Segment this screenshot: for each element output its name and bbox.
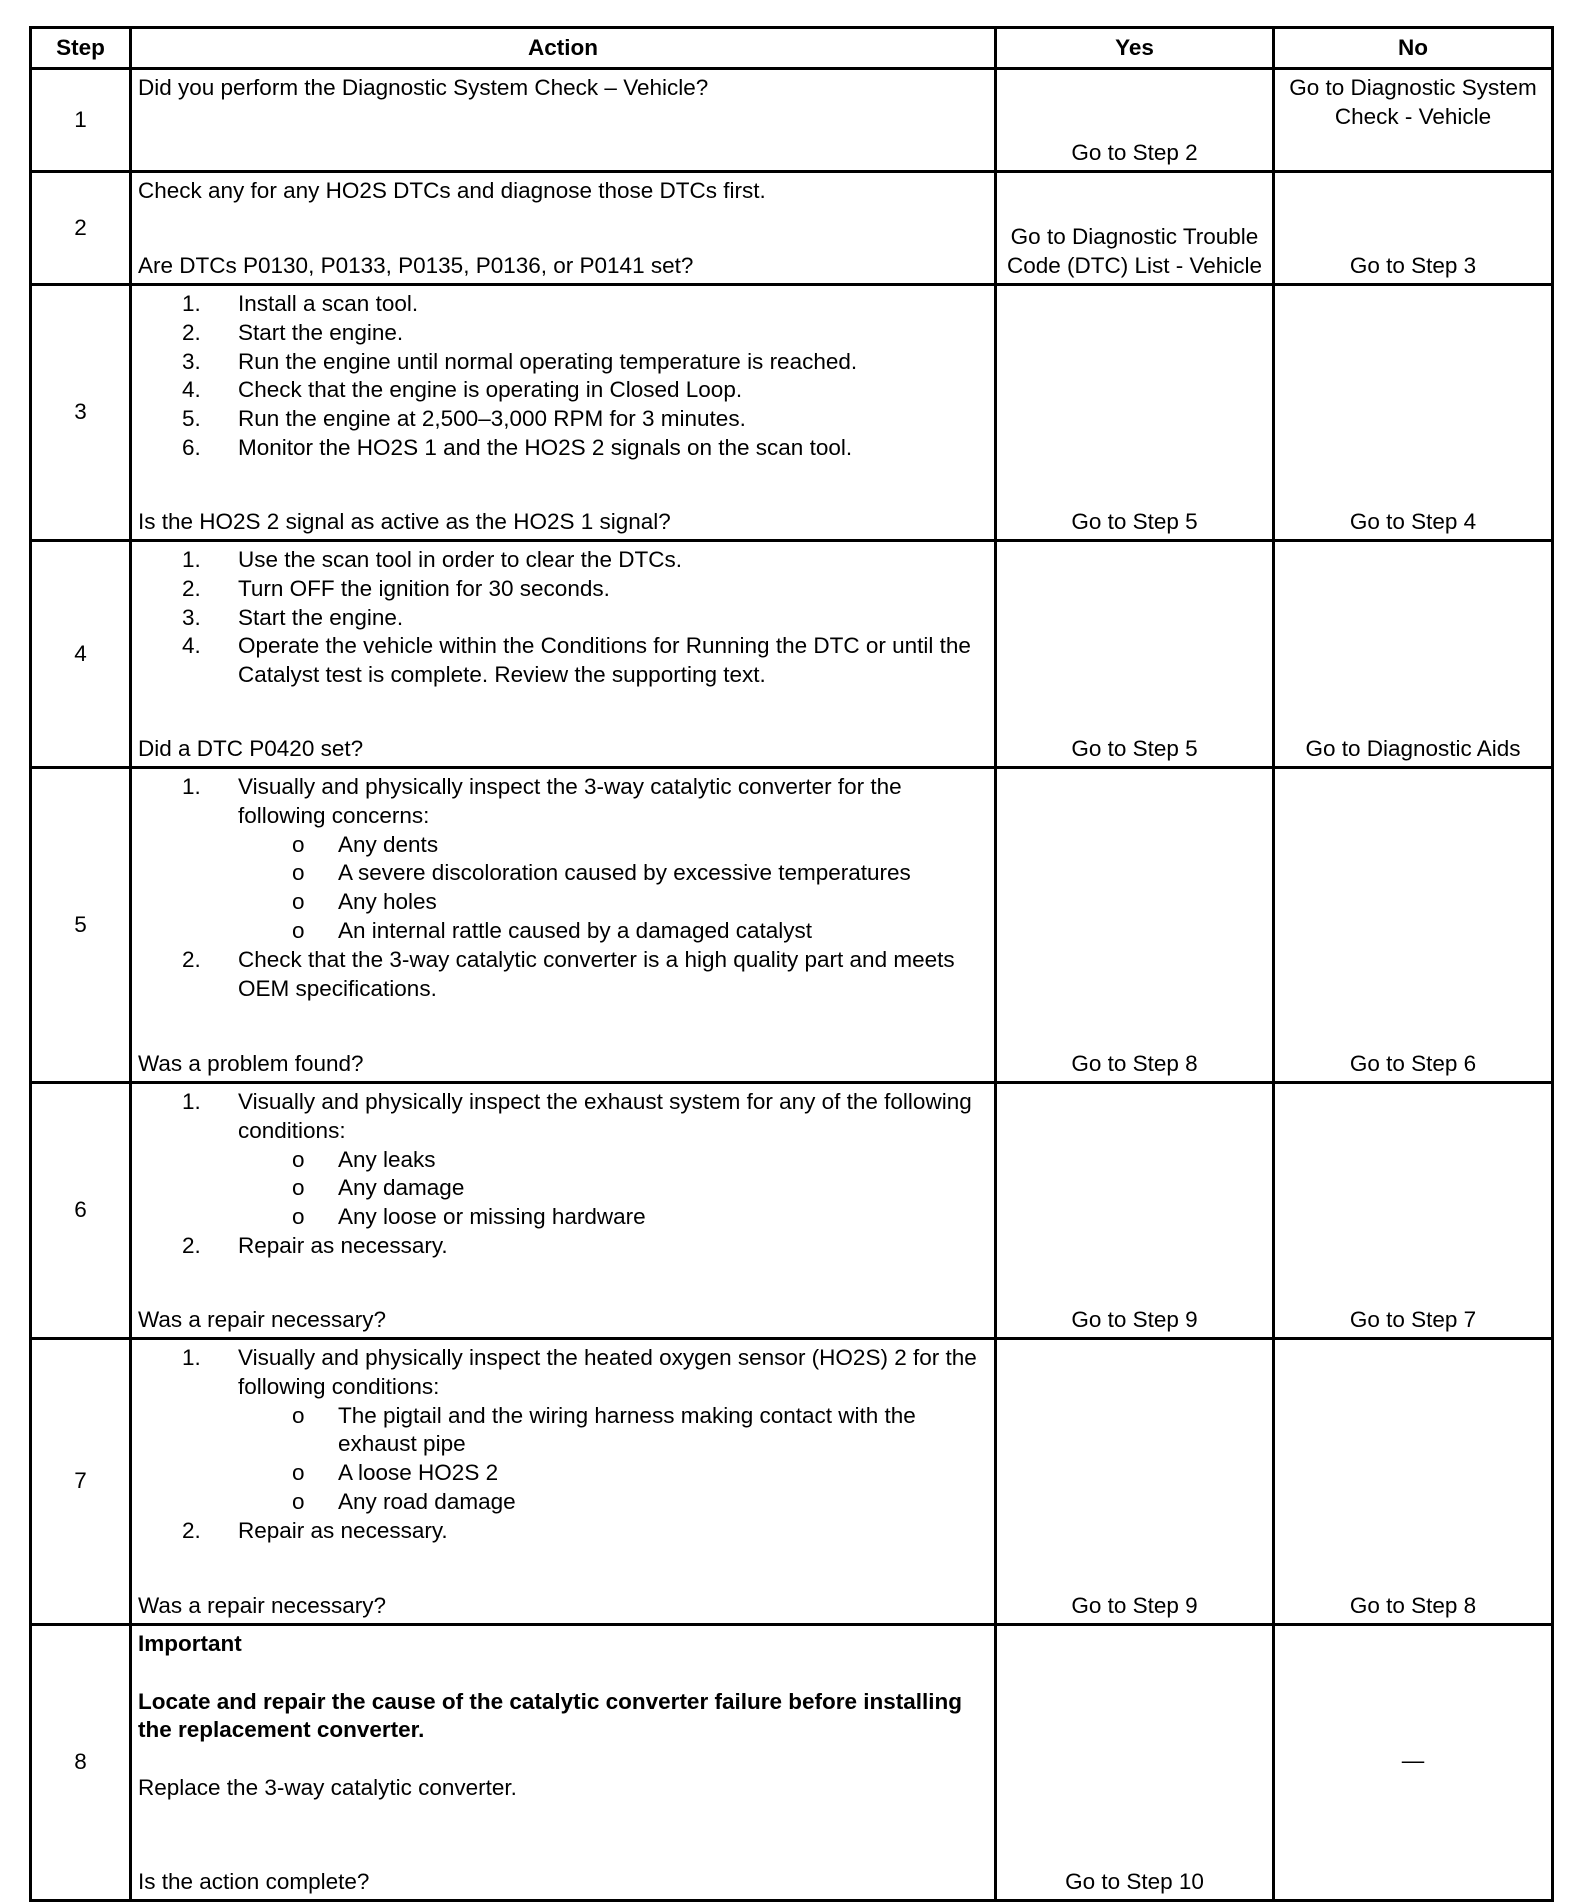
item-text: Check that the engine is operating in Closed Loop. bbox=[238, 377, 743, 403]
header-no: No bbox=[1274, 28, 1553, 69]
numbered-item bbox=[138, 1344, 988, 1402]
item-text: Operate the vehicle within the Conditions for Running the DTC or until the Catalyst test is complete. Review the supporting text. bbox=[238, 633, 971, 688]
item-text: Visually and physically inspect the exhaust system for any of the following conditions: bbox=[238, 1089, 972, 1143]
item-number: 2. bbox=[182, 319, 201, 345]
item-number: 2. bbox=[182, 946, 201, 972]
item-text: Any loose or missing hardware bbox=[338, 1204, 646, 1230]
action-body bbox=[138, 1344, 988, 1546]
action-content bbox=[138, 773, 988, 1079]
bullet-item bbox=[138, 1488, 988, 1517]
yes-cell: Go to Step 9 bbox=[996, 1083, 1274, 1339]
bullet-item bbox=[138, 917, 988, 946]
action-text: Replace the 3-way catalytic converter. bbox=[138, 1774, 517, 1800]
bullet-item bbox=[138, 1459, 988, 1488]
item-text: Any dents bbox=[338, 831, 439, 857]
action-content bbox=[138, 1630, 988, 1897]
header-row bbox=[31, 28, 1553, 69]
item-number: 2. bbox=[182, 1232, 201, 1258]
numbered-item bbox=[138, 773, 988, 831]
action-cell bbox=[131, 1083, 996, 1339]
numbered-item bbox=[138, 946, 988, 1004]
item-text: Repair as necessary. bbox=[238, 1232, 448, 1258]
table-row bbox=[31, 69, 1553, 172]
item-number: 3. bbox=[182, 348, 201, 374]
bullet-marker: o bbox=[292, 917, 305, 943]
action-body bbox=[138, 74, 988, 103]
diagnostic-table bbox=[29, 26, 1554, 1902]
step-number: 4 bbox=[31, 541, 131, 768]
item-text: Install a scan tool. bbox=[238, 291, 419, 316]
item-number: 5. bbox=[182, 406, 201, 432]
yes-cell: Go to Step 2 bbox=[996, 69, 1274, 172]
no-cell: Go to Step 7 bbox=[1274, 1083, 1553, 1339]
item-number: 2. bbox=[182, 1517, 201, 1543]
item-number: 6. bbox=[182, 434, 201, 460]
step-number: 5 bbox=[31, 768, 131, 1083]
item-text: Any damage bbox=[338, 1175, 465, 1201]
item-text: Run the engine until normal operating temperature is reached. bbox=[238, 348, 858, 374]
step-number: 7 bbox=[31, 1339, 131, 1625]
action-body bbox=[138, 1088, 988, 1261]
item-text: Any holes bbox=[338, 889, 437, 915]
bullet-item bbox=[138, 1402, 988, 1460]
action-question: Did a DTC P0420 set? bbox=[138, 736, 364, 762]
bullet-item bbox=[138, 1203, 988, 1232]
item-text: An internal rattle caused by a damaged catalyst bbox=[338, 917, 813, 943]
action-cell bbox=[131, 285, 996, 541]
item-text: Repair as necessary. bbox=[238, 1517, 448, 1543]
step-number: 2 bbox=[31, 172, 131, 285]
action-content bbox=[138, 74, 988, 168]
action-cell bbox=[131, 541, 996, 768]
no-cell: Go to Step 3 bbox=[1274, 172, 1553, 285]
yes-cell: Go to Step 5 bbox=[996, 285, 1274, 541]
item-number: 4. bbox=[182, 377, 201, 403]
action-body bbox=[138, 773, 988, 1003]
bullet-marker: o bbox=[292, 1402, 305, 1428]
bullet-marker: o bbox=[292, 889, 305, 915]
important-text: Important bbox=[138, 1631, 242, 1656]
action-content bbox=[138, 1088, 988, 1335]
bullet-marker: o bbox=[292, 860, 305, 886]
no-cell: Go to Step 6 bbox=[1274, 768, 1553, 1083]
action-body bbox=[138, 290, 988, 463]
step-number: 6 bbox=[31, 1083, 131, 1339]
no-cell: Go to Diagnostic System Check - Vehicle bbox=[1274, 69, 1553, 172]
step-number: 8 bbox=[31, 1625, 131, 1901]
action-body bbox=[138, 546, 988, 690]
item-text: Monitor the HO2S 1 and the HO2S 2 signals on the scan tool. bbox=[238, 434, 853, 460]
action-question: Was a repair necessary? bbox=[138, 1593, 387, 1619]
item-text: Run the engine at 2,500–3,000 RPM for 3 minutes. bbox=[238, 406, 746, 432]
bullet-item bbox=[138, 859, 988, 888]
action-cell bbox=[131, 69, 996, 172]
numbered-item bbox=[138, 348, 988, 377]
item-text: A loose HO2S 2 bbox=[338, 1460, 499, 1486]
yes-cell: Go to Step 9 bbox=[996, 1339, 1274, 1625]
table-row bbox=[31, 541, 1553, 768]
numbered-item bbox=[138, 604, 988, 633]
item-text: Start the engine. bbox=[238, 319, 404, 345]
item-number: 1. bbox=[182, 1345, 201, 1370]
important-text: Locate and repair the cause of the catalytic converter failure before installing the replacement converter. bbox=[138, 1688, 962, 1743]
numbered-item bbox=[138, 290, 988, 319]
action-question: Is the action complete? bbox=[138, 1869, 370, 1895]
action-content bbox=[138, 1344, 988, 1621]
yes-cell: Go to Step 5 bbox=[996, 541, 1274, 768]
action-content bbox=[138, 177, 988, 281]
item-text: The pigtail and the wiring harness making contact with the exhaust pipe bbox=[338, 1402, 916, 1457]
numbered-item bbox=[138, 434, 988, 463]
bullet-marker: o bbox=[292, 831, 305, 857]
item-text: Visually and physically inspect the 3-way catalytic converter for the following concerns: bbox=[238, 774, 902, 828]
table-row bbox=[31, 172, 1553, 285]
item-number: 2. bbox=[182, 575, 201, 601]
item-text: A severe discoloration caused by excessive temperatures bbox=[338, 860, 911, 886]
spacer bbox=[138, 1659, 988, 1688]
item-number: 1. bbox=[182, 774, 201, 799]
item-number: 1. bbox=[182, 547, 201, 572]
table-body bbox=[31, 69, 1553, 1901]
item-number: 4. bbox=[182, 633, 201, 659]
no-cell: Go to Diagnostic Aids bbox=[1274, 541, 1553, 768]
bullet-marker: o bbox=[292, 1146, 305, 1172]
action-cell bbox=[131, 172, 996, 285]
action-cell bbox=[131, 768, 996, 1083]
yes-cell: Go to Step 10 bbox=[996, 1625, 1274, 1901]
numbered-item bbox=[138, 1517, 988, 1546]
action-content bbox=[138, 546, 988, 764]
yes-cell: Go to Step 8 bbox=[996, 768, 1274, 1083]
action-question: Was a problem found? bbox=[138, 1051, 364, 1077]
item-number: 3. bbox=[182, 604, 201, 630]
action-question: Are DTCs P0130, P0133, P0135, P0136, or P0141 set? bbox=[138, 253, 694, 279]
item-text: Turn OFF the ignition for 30 seconds. bbox=[238, 575, 610, 601]
item-text: Any road damage bbox=[338, 1488, 516, 1514]
item-number: 1. bbox=[182, 291, 201, 316]
bullet-item bbox=[138, 888, 988, 917]
step-number: 3 bbox=[31, 285, 131, 541]
numbered-item bbox=[138, 1088, 988, 1146]
numbered-item bbox=[138, 405, 988, 434]
numbered-item bbox=[138, 1232, 988, 1261]
table-row bbox=[31, 1083, 1553, 1339]
header-step: Step bbox=[31, 28, 131, 69]
action-body bbox=[138, 1630, 988, 1803]
bullet-marker: o bbox=[292, 1204, 305, 1230]
table-row bbox=[31, 285, 1553, 541]
bullet-marker: o bbox=[292, 1460, 305, 1486]
item-number: 1. bbox=[182, 1089, 201, 1114]
action-question: Is the HO2S 2 signal as active as the HO2S 1 signal? bbox=[138, 509, 671, 535]
action-text: Check any for any HO2S DTCs and diagnose those DTCs first. bbox=[138, 178, 766, 203]
bullet-item bbox=[138, 1146, 988, 1175]
numbered-item bbox=[138, 376, 988, 405]
yes-cell: Go to Diagnostic Trouble Code (DTC) List - Vehicle bbox=[996, 172, 1274, 285]
action-content bbox=[138, 290, 988, 537]
table-row bbox=[31, 1625, 1553, 1901]
bullet-item bbox=[138, 1174, 988, 1203]
spacer bbox=[138, 1745, 988, 1774]
action-body bbox=[138, 177, 988, 206]
item-text: Check that the 3-way catalytic converter is a high quality part and meets OEM specifications. bbox=[238, 946, 955, 1001]
bullet-marker: o bbox=[292, 1175, 305, 1201]
action-cell bbox=[131, 1625, 996, 1901]
numbered-item bbox=[138, 575, 988, 604]
item-text: Any leaks bbox=[338, 1146, 436, 1172]
header-action: Action bbox=[131, 28, 996, 69]
numbered-item bbox=[138, 319, 988, 348]
bullet-item bbox=[138, 831, 988, 860]
numbered-item bbox=[138, 632, 988, 690]
action-text: Did you perform the Diagnostic System Check – Vehicle? bbox=[138, 75, 709, 100]
numbered-item bbox=[138, 546, 988, 575]
item-text: Use the scan tool in order to clear the DTCs. bbox=[238, 547, 682, 572]
item-text: Start the engine. bbox=[238, 604, 404, 630]
item-text: Visually and physically inspect the heated oxygen sensor (HO2S) 2 for the following conditions: bbox=[238, 1345, 977, 1399]
header-yes: Yes bbox=[996, 28, 1274, 69]
step-number: 1 bbox=[31, 69, 131, 172]
table-row bbox=[31, 1339, 1553, 1625]
table-row bbox=[31, 768, 1553, 1083]
bullet-marker: o bbox=[292, 1488, 305, 1514]
action-cell bbox=[131, 1339, 996, 1625]
no-cell: Go to Step 8 bbox=[1274, 1339, 1553, 1625]
no-cell: — bbox=[1274, 1625, 1553, 1901]
action-question: Was a repair necessary? bbox=[138, 1307, 387, 1333]
no-cell: Go to Step 4 bbox=[1274, 285, 1553, 541]
